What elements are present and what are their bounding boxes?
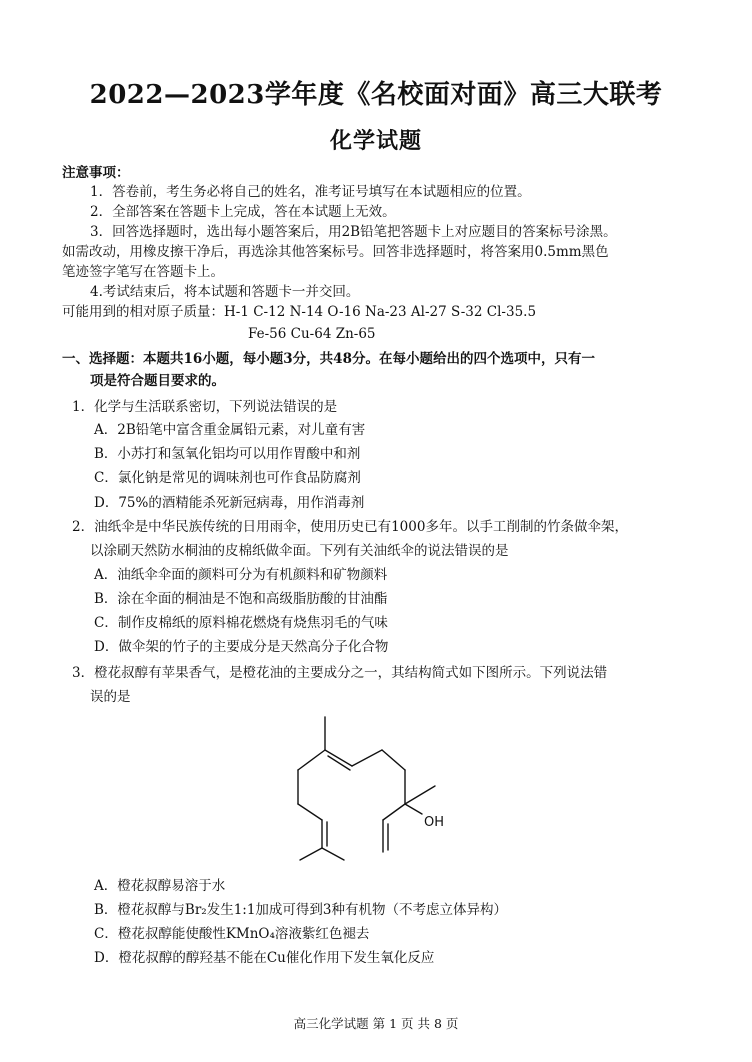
question-2-stem: 2．油纸伞是中华民族传统的日用雨伞，使用历史已有1000多年。以手工削制的竹条做伞架， <box>72 519 628 535</box>
oh-label: OH <box>424 815 445 830</box>
section-heading: 一、选择题：本题共16小题，每小题3分，共48分。在每小题给出的四个选项中，只有一 <box>62 351 595 367</box>
question-1-option-d: D．75%的酒精能杀死新冠病毒，用作消毒剂 <box>94 495 365 511</box>
bond-chain-1 <box>352 750 382 766</box>
bond-terminal-methyl-1 <box>300 848 322 860</box>
question-1-option-c: C．氯化钠是常见的调味剂也可作食品防腐剂 <box>94 470 361 486</box>
notice-item-4: 4.考试结束后，将本试题和答题卡一并交回。 <box>90 284 360 300</box>
question-3-option-c: C．橙花叔醇能使酸性KMnO₄溶液紫红色褪去 <box>94 926 370 942</box>
question-2-option-a: A．油纸伞伞面的颜料可分为有机颜料和矿物颜料 <box>94 567 388 583</box>
page-footer: 高三化学试题 第 1 页 共 8 页 <box>293 1016 459 1031</box>
question-3-stem-cont: 误的是 <box>90 689 131 705</box>
question-1-stem: 1．化学与生活联系密切，下列说法错误的是 <box>72 399 338 415</box>
nerolidol-structure-diagram <box>290 712 460 862</box>
exam-subtitle: 化学试题 <box>329 128 422 154</box>
question-1-option-a: A．2B铅笔中富含重金属铅元素，对儿童有害 <box>94 422 366 438</box>
atomic-masses-line-1: 可能用到的相对原子质量：H-1 C-12 N-14 O-16 Na-23 Al-27 S-32 Cl-35.5 <box>62 304 537 320</box>
notice-item-3-cont2: 笔迹签字笔写在答题卡上。 <box>62 264 224 280</box>
question-1-option-b: B．小苏打和氢氧化铝均可以用作胃酸中和剂 <box>94 446 361 462</box>
exam-title: 2022—2023学年度《名校面对面》高三大联考 <box>89 80 663 110</box>
question-3-option-b: B．橙花叔醇与Br₂发生1:1加成可得到3种有机物（不考虑立体异构） <box>94 902 508 918</box>
question-2-stem-cont: 以涂刷天然防水桐油的皮棉纸做伞面。下列有关油纸伞的说法错误的是 <box>90 543 509 559</box>
notice-item-1: 1．答卷前，考生务必将自己的姓名，准考证号填写在本试题相应的位置。 <box>90 184 531 200</box>
section-heading-cont: 项是符合题目要求的。 <box>90 373 225 389</box>
bond-chain-left-3 <box>298 804 322 820</box>
notice-heading: 注意事项： <box>62 165 130 181</box>
question-3-option-d: D．橙花叔醇的醇羟基不能在Cu催化作用下发生氧化反应 <box>94 950 435 966</box>
question-2-option-c: C．制作皮棉纸的原料棉花燃烧有烧焦羽毛的气味 <box>94 615 388 631</box>
question-3-stem: 3．橙花叔醇有苹果香气，是橙花油的主要成分之一，其结构简式如下图所示。下列说法错 <box>72 665 608 681</box>
bond-double-1a <box>325 750 352 766</box>
notice-item-3: 3．回答选择题时，选出每小题答案后，用2B铅笔把答题卡上对应题目的答案标号涂黑。 <box>90 224 617 240</box>
question-3-option-a: A．橙花叔醇易溶于水 <box>94 878 226 894</box>
bond-oh <box>405 804 422 814</box>
bond-terminal-methyl-2 <box>322 848 344 860</box>
notice-item-2: 2．全部答案在答题卡上完成，答在本试题上无效。 <box>90 204 396 220</box>
bond-chain-2 <box>382 750 405 770</box>
atomic-masses-line-2: Fe-56 Cu-64 Zn-65 <box>248 326 376 342</box>
bond-methyl-quaternary <box>405 786 435 804</box>
question-2-option-b: B．涂在伞面的桐油是不饱和高级脂肪酸的甘油酯 <box>94 591 388 607</box>
notice-item-3-cont: 如需改动，用橡皮擦干净后，再选涂其他答案标号。回答非选择题时，将答案用0.5mm黑色 <box>62 244 609 260</box>
bond-chain-left-1 <box>298 750 325 770</box>
bond-vinyl-1 <box>383 804 405 820</box>
question-2-option-d: D．做伞架的竹子的主要成分是天然高分子化合物 <box>94 639 389 655</box>
